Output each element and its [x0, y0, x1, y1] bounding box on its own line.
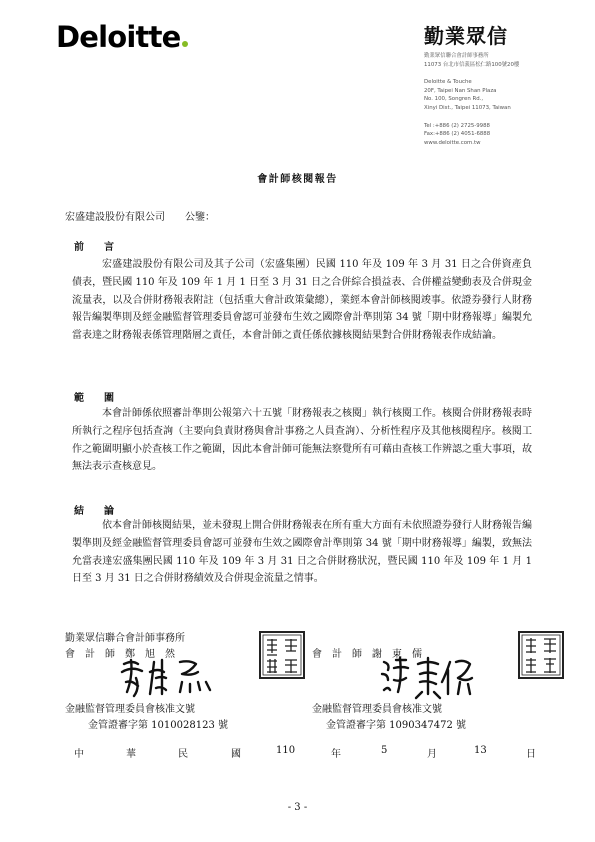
firm-name-zh: 勤業眾信	[424, 24, 508, 48]
date-month: 5	[381, 745, 388, 756]
website: www.deloitte.com.tw	[424, 139, 481, 146]
address-en-2: No. 100, Songren Rd.,	[424, 96, 484, 103]
heading-scope: 範 圍	[74, 393, 114, 404]
cpa2-name: 會 計 師 謝 東 儒	[312, 649, 422, 660]
firm-subname-zh: 勤業眾信聯合會計師事務所	[424, 53, 489, 59]
date-month-unit: 月	[427, 749, 437, 760]
approval2-line1: 金融監督管理委員會核准文號	[312, 704, 442, 715]
firm-info	[424, 20, 584, 147]
addressee: 宏盛建設股份有限公司 公鑒：	[65, 212, 215, 223]
paragraph-conclusion: 依本會計師核閱結果，並未發現上開合併財務報表在所有重大方面有未依照證券發行人財務報告編製準則及經金融監督管理委員會認可並發布生效之國際會計準則第 34 號「期中財務報導」編製，致無法允當表達宏盛集團民國 110 年及 109 年 3 月 31 日之合併財務狀況，暨民國 110 年及 109 年 1 月 1 日至 3 月 31 日之合併財務績效及合併現金流量之情事。	[72, 520, 532, 585]
cpa2-seal	[517, 630, 565, 680]
cpa1-seal	[258, 630, 306, 680]
report-title: 會計師核閱報告	[257, 174, 338, 185]
date-year: 110	[276, 745, 296, 756]
approval1-line1: 金融監督管理委員會核准文號	[65, 704, 195, 715]
tel: Tel :+886 (2) 2725-9988	[424, 122, 490, 129]
heading-conclusion: 結 論	[74, 506, 114, 517]
fax: Fax:+886 (2) 4051-6888	[424, 131, 491, 138]
date-char-2: 華	[126, 749, 136, 760]
deloitte-logo	[56, 20, 188, 54]
cpa1-name: 會 計 師 鄭 旭 然	[65, 649, 175, 660]
address-en-3: Xinyi Dist., Taipei 11073, Taiwan	[424, 104, 511, 111]
approval2-line2: 金管證審字第 1090347472 號	[326, 720, 466, 731]
paragraph-scope: 本會計師係依照審計準則公報第六十五號「財務報表之核閱」執行核閱工作。核閱合併財務報表時所執行之程序包括查詢（主要向負責財務與會計事務之人員查詢）、分析性程序及其他核閱程序。核閱工作之範圍明顯小於查核工作之範圍，因此本會計師可能無法察覺所有可藉由查核工作辨認之重大事項，故無法表示查核意見。	[72, 408, 532, 473]
heading-introduction: 前 言	[74, 242, 114, 253]
date-day-unit: 日	[526, 749, 536, 760]
date-char-1: 中	[74, 749, 84, 760]
address-en-1: 20F, Taipei Nan Shan Plaza	[424, 87, 497, 94]
paragraph-introduction: 宏盛建設股份有限公司及其子公司（宏盛集團）民國 110 年及 109 年 3 月 31 日之合併資產負債表，暨民國 110 年及 109 年 1 月 1 日至 3 月 31 日之合併綜合損益表、合併權益變動表及合併現金流量表，以及合併財務報表附註（包括重大會計政策彙總），業經本會計師核閱竣事。依證券發行人財務報告編製準則及經金融監督管理委員會認可並發布生效之國際會計準則第 34 號「期中財務報導」編製允當表達之財務報表係管理階層之責任，本會計師之責任係依據核閱結果對合併財務報表作成結論。	[72, 259, 532, 342]
firm-name-en: Deloitte & Touche	[424, 79, 472, 86]
logo-green-dot	[182, 41, 188, 47]
cpa2-handwritten-signature	[378, 652, 478, 702]
date-year-unit: 年	[331, 749, 341, 760]
approval1-line2: 金管證審字第 1010028123 號	[88, 720, 228, 731]
address-zh: 11073 台北市信義區松仁路100號20樓	[424, 61, 520, 68]
cpa1-handwritten-signature	[118, 652, 218, 702]
date-char-4: 國	[231, 749, 241, 760]
firm-name-signature: 勤業眾信聯合會計師事務所	[65, 633, 185, 644]
date-day: 13	[474, 745, 487, 756]
logo-text: Deloitte	[56, 20, 181, 54]
date-char-3: 民	[178, 749, 188, 760]
page-number: - 3 -	[287, 802, 308, 813]
